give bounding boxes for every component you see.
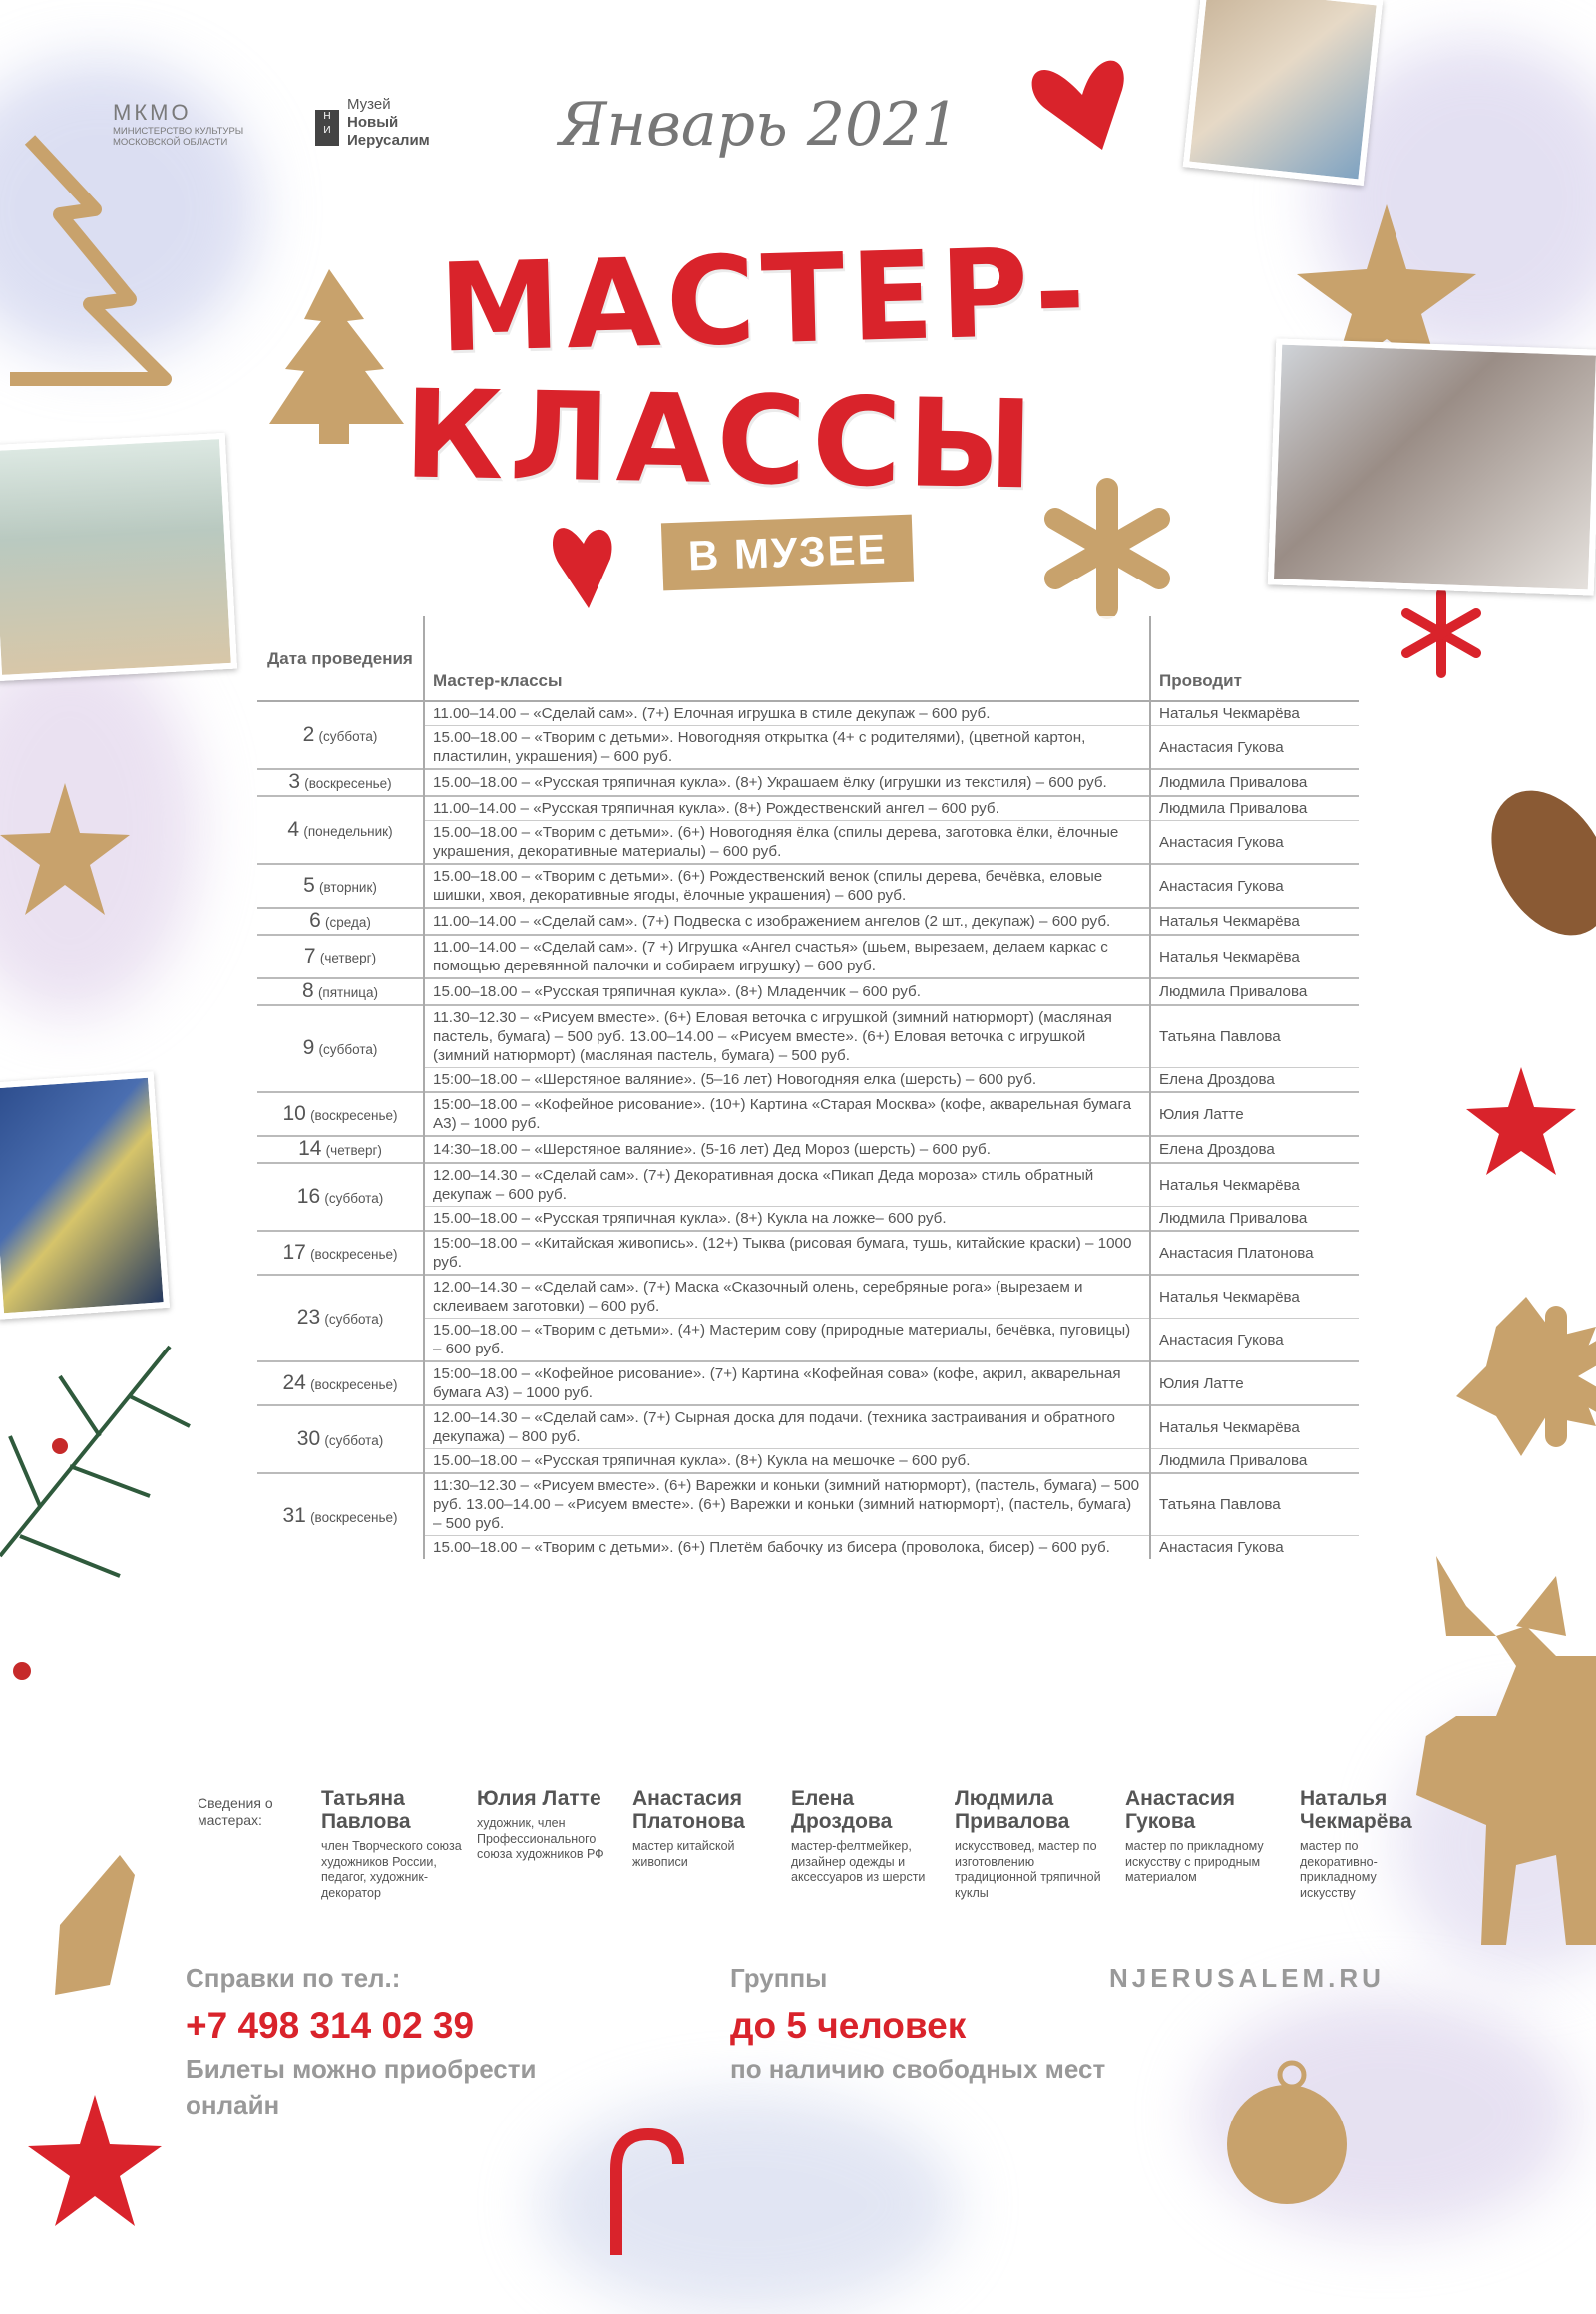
- cardboard-candle: [55, 1855, 135, 1995]
- class-description: 11.00–14.00 – «Сделай сам». (7+) Подвеска с изображением ангелов (2 шт., декупаж) – 600 руб.: [424, 908, 1150, 935]
- day-number: 9: [302, 1036, 315, 1059]
- class-description: 12.00–14.30 – «Сделай сам». (7+) Маска «Сказочный олень, серебряные рога» (вырезаем и склеиваем заготовки) – 600 руб.: [424, 1275, 1150, 1319]
- day-number: 23: [296, 1306, 321, 1329]
- master-name: Анастасия Гукова: [1125, 1787, 1236, 1833]
- host-name: Анастасия Гукова: [1150, 1319, 1359, 1362]
- master-card: [632, 1787, 784, 1870]
- weekday: (воскресенье): [310, 1107, 398, 1123]
- day-number: 10: [282, 1101, 306, 1125]
- master-card: [955, 1787, 1119, 1901]
- class-description: 15.00–18.00 – «Русская тряпичная кукла». (8+) Кукла на мешочке – 600 руб.: [424, 1449, 1150, 1474]
- class-description: 15.00–18.00 – «Творим с детьми». (4+) Мастерим сову (природные материалы, бечёвка, пуговицы) – 600 руб.: [424, 1319, 1150, 1362]
- class-description: 11:30–12.30 – «Рисуем вместе». (6+) Варежки и коньки (зимний натюрморт), (пастель, бумага) – 500 руб. 13.00–14.00 – «Рисуем вместе». (6+) Варежки и коньки (зимний натюрморт), (пастель, бумага) – 500 руб.: [424, 1473, 1150, 1536]
- masters-label-text: Сведения о мастерах:: [198, 1795, 273, 1828]
- day-number: 30: [296, 1426, 321, 1450]
- ministry-logo: [113, 100, 243, 148]
- day-number: 5: [303, 873, 315, 897]
- table-row: [257, 1405, 1359, 1449]
- class-description: 11.00–14.00 – «Сделай сам». (7 +) Игрушка «Ангел счастья» (шьем, вырезаем, делаем каркас с помощью деревянной палочки и собираем игрушку) – 600 руб.: [424, 935, 1150, 978]
- master-name: Анастасия Платонова: [632, 1787, 745, 1833]
- cardboard-star: [0, 783, 130, 915]
- photo-child-painting: [1183, 0, 1384, 186]
- schedule-body: [257, 701, 1359, 1559]
- class-description: 11.00–14.00 – «Русская тряпичная кукла». (8+) Рождественский ангел – 600 руб.: [424, 796, 1150, 821]
- master-card: [321, 1787, 471, 1901]
- date-cell: [257, 701, 424, 769]
- table-row: [257, 1136, 1359, 1163]
- date-cell: [257, 1405, 424, 1473]
- museum-line: Иерусалим: [347, 132, 430, 149]
- header-date: Дата проведения: [257, 616, 424, 701]
- day-number: 3: [288, 770, 300, 793]
- masters-label: [198, 1795, 297, 1829]
- class-description: 15:00–18.00 – «Китайская живопись». (12+) Тыква (рисовая бумага, тушь, китайские краски) – 1000 руб.: [424, 1231, 1150, 1275]
- table-row: [257, 1005, 1359, 1068]
- weekday: (суббота): [324, 1312, 384, 1327]
- weekday: (воскресенье): [310, 1376, 398, 1392]
- table-row: [257, 1275, 1359, 1319]
- header-classes: Мастер-классы: [424, 616, 1150, 701]
- host-name: Наталья Чекмарёва: [1150, 1163, 1359, 1207]
- red-berry: [13, 1662, 31, 1680]
- host-name: Юлия Латте: [1150, 1361, 1359, 1405]
- phone-number[interactable]: +7 498 314 02 39: [186, 2005, 475, 2046]
- ministry-line: МИНИСТЕРСТВО КУЛЬТУРЫ: [113, 126, 244, 137]
- weekday: (суббота): [318, 728, 378, 744]
- class-description: 12.00–14.30 – «Сделай сам». (7+) Сырная доска для подачи. (техника застраивания и обратного декупажа) – 800 руб.: [424, 1405, 1150, 1449]
- weekday: (пятница): [317, 985, 378, 1000]
- day-number: 8: [302, 979, 314, 1002]
- class-description: 15.00–18.00 – «Творим с детьми». (6+) Новогодняя ёлка (спилы дерева, заготовка ёлки, ёлочные украшения, декоративные материалы) – 600 руб.: [424, 821, 1150, 865]
- host-name: Наталья Чекмарёва: [1150, 1275, 1359, 1319]
- weekday: (воскресенье): [304, 776, 392, 791]
- weekday: (вторник): [319, 879, 377, 895]
- host-name: Елена Дроздова: [1150, 1068, 1359, 1093]
- host-name: Наталья Чекмарёва: [1150, 701, 1359, 726]
- master-description: мастер китайской живописи: [632, 1839, 735, 1869]
- master-card: [477, 1787, 626, 1863]
- table-row: [257, 796, 1359, 821]
- weekday: (суббота): [324, 1432, 384, 1448]
- red-berry: [52, 1438, 68, 1454]
- pine-branch: [0, 1347, 190, 1576]
- date-cell: [257, 1275, 424, 1361]
- master-description: художник, член Профессионального союза художников РФ: [477, 1816, 604, 1861]
- day-number: 24: [282, 1370, 306, 1394]
- master-name: Татьяна Павлова: [321, 1787, 411, 1833]
- ministry-line: МОСКОВСКОЙ ОБЛАСТИ: [113, 137, 228, 148]
- host-name: Татьяна Павлова: [1150, 1005, 1359, 1068]
- photo-class-room: [0, 433, 237, 681]
- date-cell: [257, 978, 424, 1005]
- schedule-table: [257, 616, 1359, 1559]
- candy-cane: [616, 2134, 678, 2255]
- date-cell: [257, 1361, 424, 1405]
- host-name: Анастасия Гукова: [1150, 864, 1359, 908]
- table-row: [257, 1473, 1359, 1536]
- host-name: Людмила Привалова: [1150, 796, 1359, 821]
- host-name: Наталья Чекмарёва: [1150, 908, 1359, 935]
- title-line-1: МАСТЕР-: [437, 220, 1093, 380]
- class-description: 12.00–14.30 – «Сделай сам». (7+) Декоративная доска «Пикап Деда мороза» стиль обратный декупаж – 600 руб.: [424, 1163, 1150, 1207]
- class-description: 15.00–18.00 – «Творим с детьми». (6+) Рождественский венок (спилы дерева, бечёвка, еловые шишки, хвоя, декоративные ягоды, ёлочные украшения) – 600 руб.: [424, 864, 1150, 908]
- weekday: (понедельник): [303, 823, 393, 839]
- date-cell: [257, 935, 424, 978]
- cardboard-deer: [1416, 1556, 1596, 1945]
- table-row: [257, 864, 1359, 908]
- table-row: [257, 1163, 1359, 1207]
- ornament-loop: [1280, 2063, 1304, 2087]
- day-number: 7: [303, 944, 316, 967]
- ministry-abbr: МКМО: [113, 100, 192, 125]
- host-name: Наталья Чекмарёва: [1150, 1405, 1359, 1449]
- weekday: (суббота): [318, 1042, 378, 1057]
- museum-line: Музей: [347, 96, 391, 113]
- master-description: искусствовед, мастер по изготовлению традиционной тряпичной куклы: [955, 1839, 1101, 1900]
- host-name: Анастасия Гукова: [1150, 1536, 1359, 1560]
- day-number: 14: [298, 1137, 322, 1160]
- master-card: [791, 1787, 951, 1886]
- master-name: Елена Дроздова: [791, 1787, 893, 1833]
- date-cell: [257, 769, 424, 796]
- host-name: Анастасия Гукова: [1150, 821, 1359, 865]
- table-row: [257, 769, 1359, 796]
- table-row: [257, 1231, 1359, 1275]
- host-name: Людмила Привалова: [1150, 1449, 1359, 1474]
- pine-cone: [1467, 769, 1596, 956]
- class-description: 15:00–18.00 – «Шерстяное валяние». (5–16 лет) Новогодняя елка (шерсть) – 600 руб.: [424, 1068, 1150, 1093]
- title-line-2: КЛАССЫ: [402, 363, 1041, 517]
- photo-painting-starry-night: [0, 1071, 170, 1319]
- host-name: Людмила Привалова: [1150, 978, 1359, 1005]
- weekday: (четверг): [325, 1143, 382, 1158]
- groups-note: по наличию свободных мест: [730, 2054, 1106, 2084]
- class-description: 15:00–18.00 – «Кофейное рисование». (10+) Картина «Старая Москва» (кофе, акварельная бумага А3) – 1000 руб.: [424, 1092, 1150, 1136]
- master-description: мастер-фелтмейкер, дизайнер одежды и аксессуаров из шерсти: [791, 1839, 926, 1884]
- class-description: 15.00–18.00 – «Творим с детьми». Новогодняя открытка (4+ с родителями), (цветной картон, пластилин, украшения) – 600 руб.: [424, 726, 1150, 770]
- groups-value: до 5 человек: [730, 2005, 967, 2046]
- tickets-note: Билеты можно приобрести онлайн: [186, 2054, 537, 2120]
- red-heart: [1032, 61, 1124, 150]
- master-name: Юлия Латте: [477, 1787, 601, 1810]
- day-number: 17: [282, 1240, 306, 1264]
- table-row: [257, 1361, 1359, 1405]
- day-number: 31: [282, 1504, 306, 1527]
- table-row: [257, 701, 1359, 726]
- weekday: (четверг): [319, 950, 377, 965]
- cardboard-ornament: [1227, 2085, 1347, 2204]
- table-header-row: [257, 616, 1359, 701]
- cardboard-tree-outline: [10, 140, 165, 379]
- date-cell: [257, 864, 424, 908]
- table-row: [257, 935, 1359, 978]
- red-snowflake: [1406, 593, 1476, 673]
- header-host: Проводит: [1150, 616, 1359, 701]
- master-description: мастер по декоративно-прикладному искусству: [1300, 1839, 1378, 1900]
- class-description: 11.30–12.30 – «Рисуем вместе». (6+) Еловая веточка с игрушкой (зимний натюрморт) (масляная пастель, бумага) – 500 руб. 13.00–14.00 – «Рисуем вместе». (6+) Еловая веточка с игрушкой (зимний натюрморт) (масляная пастель, бумага) – 500 руб.: [424, 1005, 1150, 1068]
- master-description: член Творческого союза художников России, педагог, художник-декоратор: [321, 1839, 462, 1900]
- master-name: Наталья Чекмарёва: [1300, 1787, 1412, 1833]
- host-name: Юлия Латте: [1150, 1092, 1359, 1136]
- host-name: Людмила Привалова: [1150, 769, 1359, 796]
- table-row: [257, 1092, 1359, 1136]
- weekday: (среда): [325, 915, 371, 930]
- red-heart: [553, 528, 612, 608]
- host-name: Наталья Чекмарёва: [1150, 935, 1359, 978]
- date-cell: [257, 1231, 424, 1275]
- site-link[interactable]: NJERUSALEM.RU: [1109, 1963, 1385, 1993]
- date-cell: [257, 1473, 424, 1559]
- museum-logo-icon: Н И: [315, 110, 339, 146]
- table-row: [257, 978, 1359, 1005]
- host-name: Татьяна Павлова: [1150, 1473, 1359, 1536]
- date-cell: [257, 1136, 424, 1163]
- red-star: [28, 2095, 162, 2226]
- day-number: 4: [287, 817, 300, 841]
- master-name: Людмила Привалова: [955, 1787, 1070, 1833]
- red-star: [1466, 1067, 1576, 1175]
- weekday: (воскресенье): [310, 1510, 398, 1525]
- cardboard-tree: [269, 269, 404, 444]
- cardboard-snowflake: [1055, 489, 1159, 608]
- day-number: 16: [296, 1184, 321, 1208]
- groups-label: Группы: [730, 1963, 828, 1993]
- photo-workshop-kids: [1268, 338, 1596, 595]
- date-cell: [257, 1005, 424, 1092]
- master-description: мастер по прикладному искусству с природным материалом: [1125, 1839, 1264, 1884]
- date-cell: [257, 1163, 424, 1231]
- museum-line: Новый: [347, 114, 399, 131]
- host-name: Анастасия Гукова: [1150, 726, 1359, 770]
- master-card: [1125, 1787, 1295, 1886]
- month-title: Январь 2021: [559, 90, 960, 160]
- phone-label: Справки по тел.:: [186, 1963, 401, 1993]
- weekday: (суббота): [324, 1190, 384, 1206]
- class-description: 15.00–18.00 – «Русская тряпичная кукла». (8+) Украшаем ёлку (игрушки из текстиля) – 600 руб.: [424, 769, 1150, 796]
- day-number: 2: [302, 722, 315, 746]
- class-description: 15.00–18.00 – «Русская тряпичная кукла». (8+) Кукла на ложке– 600 руб.: [424, 1207, 1150, 1232]
- host-name: Елена Дроздова: [1150, 1136, 1359, 1163]
- subtitle-text: В МУЗЕЕ: [687, 525, 889, 579]
- class-description: 14:30–18.00 – «Шерстяное валяние». (5-16 лет) Дед Мороз (шерсть) – 600 руб.: [424, 1136, 1150, 1163]
- date-cell: [257, 1092, 424, 1136]
- class-description: 15.00–18.00 – «Творим с детьми». (6+) Плетём бабочку из бисера (проволока, бисер) – 600 руб.: [424, 1536, 1150, 1560]
- day-number: 6: [309, 909, 321, 932]
- host-name: Анастасия Платонова: [1150, 1231, 1359, 1275]
- class-description: 15.00–18.00 – «Русская тряпичная кукла». (8+) Младенчик – 600 руб.: [424, 978, 1150, 1005]
- subtitle-badge: [661, 515, 915, 591]
- date-cell: [257, 796, 424, 864]
- host-name: Людмила Привалова: [1150, 1207, 1359, 1232]
- master-card: [1300, 1787, 1434, 1901]
- class-description: 15:00–18.00 – «Кофейное рисование». (7+) Картина «Кофейная сова» (кофе, акрил, акварельная бумага А3) – 1000 руб.: [424, 1361, 1150, 1405]
- date-cell: [257, 908, 424, 935]
- class-description: 11.00–14.00 – «Сделай сам». (7+) Елочная игрушка в стиле декупаж – 600 руб.: [424, 701, 1150, 726]
- table-row: [257, 908, 1359, 935]
- museum-logo: [315, 96, 430, 150]
- cardboard-snowflake-shape: [1456, 1297, 1596, 1456]
- weekday: (воскресенье): [310, 1246, 398, 1262]
